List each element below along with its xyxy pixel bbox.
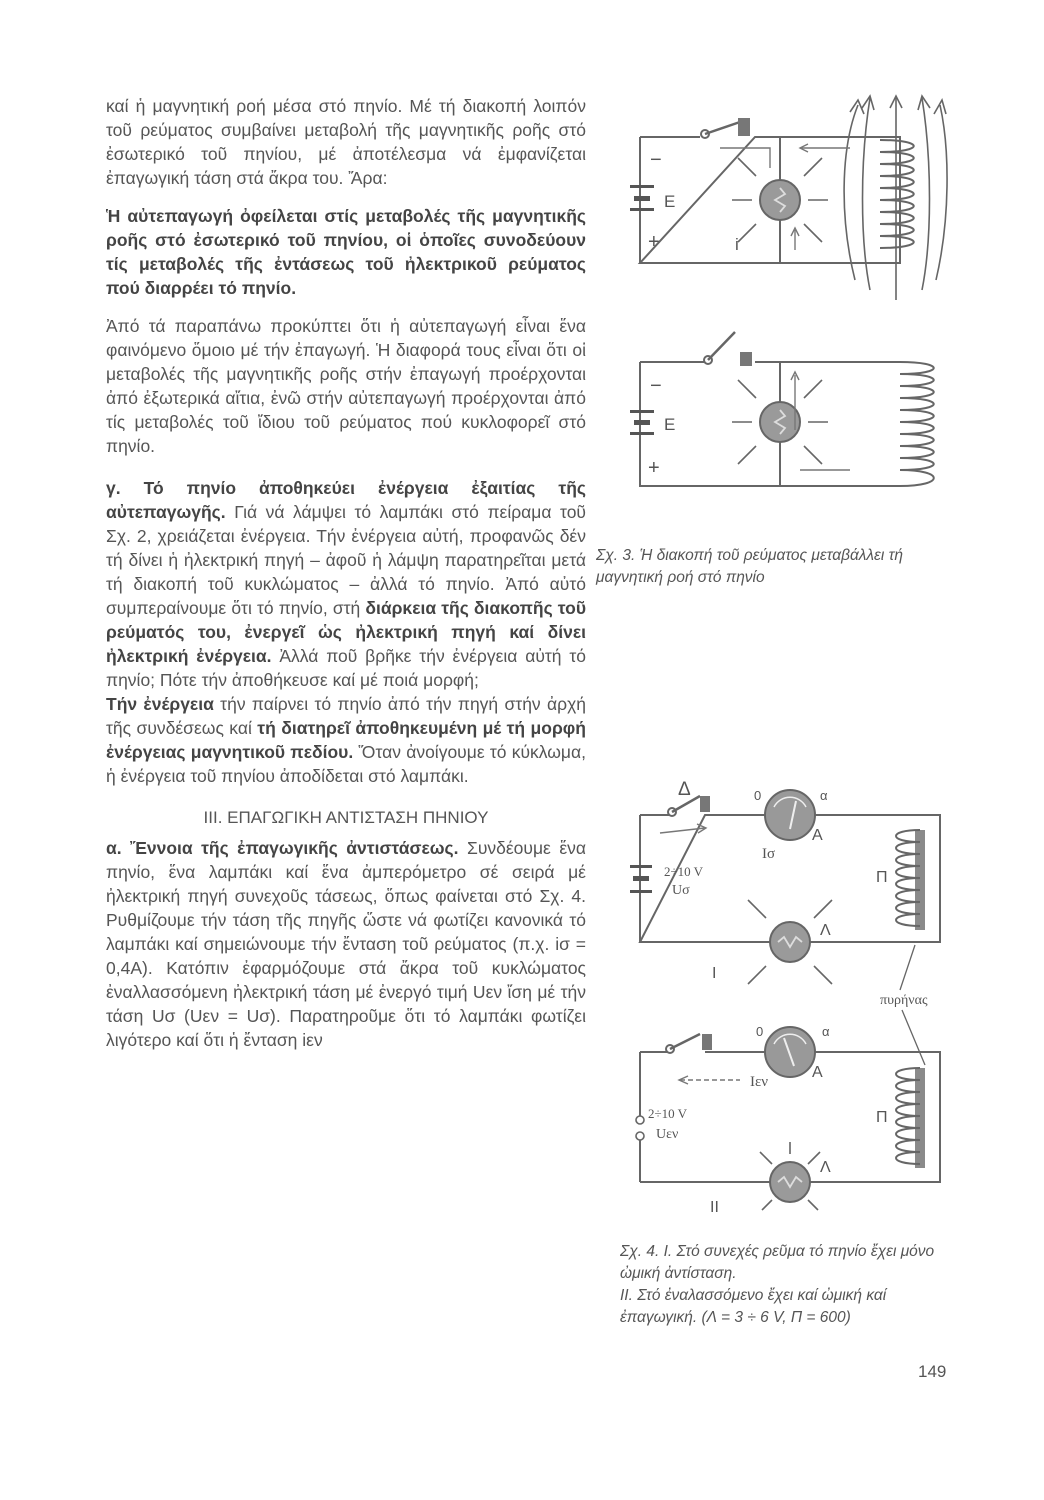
paragraph-5-bold-b: τή διατηρεῖ ἀποθηκευμένη μέ τή μορφή ἐνέργειας μαγνητικοῦ πεδίου.	[106, 718, 586, 762]
battery-icon	[630, 185, 654, 211]
source-voltage-label: 2÷10 V	[664, 864, 704, 879]
coil-with-core-icon	[896, 1068, 925, 1168]
source-voltage-label: 2÷10 V	[648, 1106, 688, 1121]
ammeter-icon	[765, 790, 815, 840]
lamp-label: Λ	[820, 922, 831, 939]
paragraph-5-bold-a: Τήν ἐνέργεια	[106, 694, 214, 714]
circuit-1-label: I	[712, 965, 717, 982]
coil-icon	[844, 96, 947, 300]
figure-4-caption-line-1: Σχ. 4. I. Στό συνεχές ρεῦμα τό πηνίο ἔχει μόνο ὠμική ἀντίσταση.	[620, 1243, 935, 1282]
switch-icon	[666, 1034, 712, 1053]
current-label: i	[735, 235, 739, 254]
coil-label: Π	[876, 1109, 888, 1126]
ac-voltage-label: Uεν	[656, 1127, 679, 1142]
ammeter-icon	[765, 1027, 815, 1077]
figure-3-caption: Σχ. 3. Ἡ διακοπή τοῦ ρεύματος μεταβάλλει τή μαγνητική ροή στό πηνίο	[596, 547, 904, 586]
plus-sign: +	[648, 457, 660, 479]
ammeter-label: A	[812, 827, 823, 844]
figure-4-circuit-1	[630, 779, 940, 990]
battery-icon	[630, 410, 654, 435]
paragraph-4-text-a: Γιά νά λάμψει τό λαμπάκι στό πείραμα τοῦ Σχ. 2, χρειάζεται ἐνέργεια. Τήν ἐνέργεια αὐτή, προφανῶς δέν τή δίνει ἡ ἠλεκτρική πηγή – ἀφοῦ ἡ λάμψη παρατηρεῖται μετά τή διακοπή τοῦ κυκλώματος – ἀλλά τό πηνίο. Ἀπό αὐτό συμπεραίνουμε ὅτι τό πηνίο, στή	[106, 502, 586, 618]
dc-current-label: Iσ	[762, 846, 776, 862]
figure-4-circuit-2	[636, 1024, 940, 1216]
lamp-icon	[760, 1142, 820, 1210]
paragraph-6-text: Συνδέουμε ἕνα πηνίο, ἕνα λαμπάκι καί ἕνα ἀμπερόμετρο σέ σειρά μέ ἠλεκτρική πηγή συνεχοῦς τάσεως, ὅπως φαίνεται στό Σχ. 4. Ρυθμίζουμε τήν τάση τῆς πηγῆς ὥστε νά φωτίζει κανονικά τό λαμπάκι καί σημειώνουμε τήν ἔνταση τοῦ ρεύματος (π.χ. iσ = 0,4A). Κατόπιν ἐφαρμόζουμε στά ἄκρα τοῦ κυκλώματος ἐναλλασσόμενη ἠλεκτρική τάση μέ ἐνεργό τιμή Uεν ἴση μέ τήν τάση Uσ (Uεν = Uσ). Παρατηροῦμε ὅτι τό λαμπάκι φωτίζει λιγότερο καί ὅτι ἡ ἔνταση iεν	[106, 838, 586, 1050]
gauge-max-label: α	[822, 1024, 830, 1039]
dc-voltage-label: Uσ	[672, 883, 690, 898]
plus-sign: +	[648, 231, 660, 253]
gauge-max-label: α	[820, 788, 828, 803]
definition-paragraph: Ἡ αὐτεπαγωγή ὀφείλεται στίς μεταβολές τῆς μαγνητικῆς ροῆς στό ἐσωτερικό τοῦ πηνίου, οἱ ὁποῖες συνοδεύουν τίς μεταβολές τῆς ἐντάσεως τοῦ ἠλεκτρικοῦ ρεύματος πού διαρρέει τό πηνίο.	[106, 206, 586, 298]
figure-4-caption	[620, 1241, 960, 1329]
figure-4-caption-line-2: II. Στό ἐναλασσόμενο ἔχει καί ὠμική καί ἐπαγωγική. (Λ = 3 ÷ 6 V, Π = 600)	[620, 1287, 887, 1326]
lamp-icon	[742, 900, 838, 984]
switch-icon	[704, 332, 752, 366]
minus-sign: −	[650, 375, 662, 397]
paragraph-4-text-c: Ἀλλά ποῦ βρῆκε τήν ἐνέργεια αὐτή τό πηνίο; Πότε τήν ἀποθήκευσε καί μέ ποιά μορφή;	[106, 646, 587, 690]
section-heading: III. ΕΠΑΓΩΓΙΚΗ ΑΝΤΙΣΤΑΣΗ ΠΗΝΙΟΥ	[203, 808, 489, 827]
page-number: 149	[918, 1362, 947, 1381]
emf-label: E	[664, 192, 676, 211]
ac-current-label: Iεν	[750, 1074, 769, 1090]
paragraph-3: Ἀπό τά παραπάνω προκύπτει ὅτι ἡ αὐτεπαγωγή εἶναι ἕνα φαινόμενο ὅμοιο μέ τήν ἐπαγωγή. Ἡ διαφορά τους εἶναι ὅτι οἱ μεταβολές τῆς μαγνητικῆς ροῆς στήν ἐπαγωγή προέρχονται ἀπό ἐξωτερικά αἴτια, ἐνῶ στήν αὐτεπαγωγή προέρχονται ἀπό τίς μεταβολές τοῦ ἴδιου τοῦ ρεύματος πού κυκλοφορεῖ στό πηνίο.	[106, 316, 586, 456]
subsection-alpha-title: α. Ἔννοια τῆς ἐπαγωγικῆς ἀντιστάσεως.	[106, 838, 459, 858]
gauge-zero-label: 0	[756, 1024, 764, 1039]
coil-icon	[900, 362, 934, 486]
ammeter-label: A	[812, 1064, 823, 1081]
core-label: πυρήνας	[880, 993, 928, 1008]
paragraph-5-text-b: Ὅταν ἀνοίγουμε τό κύκλωμα, ἡ ἐνέργεια τοῦ πηνίου ἀποδίδεται στό λαμπάκι.	[106, 742, 586, 786]
circuit-2-label: II	[710, 1199, 719, 1216]
paragraph-1: καί ἡ μαγνητική ροή μέσα στό πηνίο. Μέ τή διακοπή λοιπόν τοῦ ρεύματος συμβαίνει μεταβολή τῆς μαγνητικῆς ροῆς στό ἐσωτερικό τοῦ πηνίου, μέ ἀποτέλεσμα νά ἐμφανίζεται ἐπαγωγική τάση στά ἄκρα του. Ἄρα:	[106, 96, 586, 188]
subsection-gamma-title: γ. Τό πηνίο ἀποθηκεύει ἐνέργεια ἐξαιτίας τῆς αὐτεπαγωγῆς.	[106, 478, 586, 522]
paragraph-5-text-a: τήν παίρνει τό πηνίο ἀπό τήν πηγή στήν ἀρχή τῆς συνδέσεως καί	[106, 694, 586, 738]
coil-label: Π	[876, 869, 888, 886]
lamp-label: Λ	[820, 1159, 831, 1176]
gauge-zero-label: 0	[754, 788, 762, 803]
minus-sign: −	[650, 149, 662, 171]
switch-label: Δ	[678, 779, 691, 800]
paragraph-4-bold-b: διάρκεια τῆς διακοπῆς τοῦ ρεύματός του, ἐνεργεῖ ὡς ἠλεκτρική πηγή καί δίνει ἠλεκτρική ἐνέργεια.	[106, 598, 587, 666]
figure-3b-circuit	[630, 332, 934, 486]
figure-3a-circuit	[630, 96, 947, 300]
emf-label: E	[664, 415, 676, 434]
coil-with-core-icon	[896, 830, 925, 930]
switch-icon	[701, 118, 750, 138]
